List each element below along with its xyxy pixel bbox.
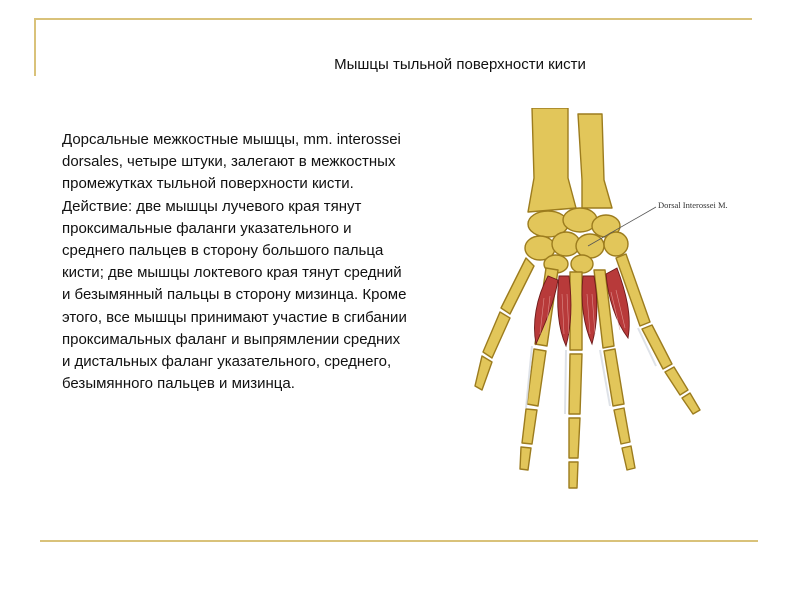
description-paragraph: Дорсальные межкостные мышцы, mm. interossei dorsales, четыре штуки, залегают в межкостных промежутках тыльной поверхности кисти.: [62, 131, 401, 193]
thumb-distal-phalanx: [475, 356, 492, 390]
dorsal-interosseous-muscle-3: [582, 276, 597, 344]
little-distal-phalanx: [682, 393, 700, 414]
little-middle-phalanx: [665, 367, 688, 395]
dorsal-interosseous-muscle-2: [558, 276, 571, 346]
slide-body: [62, 129, 412, 395]
dorsal-interossei-label: Dorsal Interossei M.: [658, 200, 728, 210]
middle-middle-phalanx: [569, 418, 580, 458]
radius-bone: [528, 108, 576, 212]
middle-metacarpal: [570, 272, 582, 350]
top-border-line: [34, 18, 752, 20]
left-border-line: [34, 18, 36, 76]
index-middle-phalanx: [522, 409, 537, 444]
bottom-border-line: [40, 540, 758, 542]
carpal-bones: [525, 208, 628, 273]
hand-dorsal-illustration: [470, 108, 770, 520]
thumb-metacarpal: [501, 258, 534, 314]
middle-distal-phalanx: [569, 462, 578, 488]
ring-distal-phalanx: [622, 446, 635, 470]
middle-proximal-phalanx: [569, 354, 582, 414]
ring-middle-phalanx: [614, 408, 630, 444]
thumb-proximal-phalanx: [483, 312, 510, 358]
ulna-bone: [578, 114, 612, 208]
index-distal-phalanx: [520, 447, 531, 470]
slide-title: Мышцы тыльной поверхности кисти: [334, 56, 586, 73]
action-paragraph: Действие: две мышцы лучевого края тянут проксимальные фаланги указательного и среднего пальцев в сторону большого пальца кисти; две мышцы локтевого края тянут средний и безымянный пальцы в сторону мизинца. Кроме этого, все мышцы принимают участие в сгибании проксимальных фаланг и выпрямлении средних и дистальных фаланг указательного, среднего, безымянного пальцев и мизинца.: [62, 197, 407, 393]
ring-proximal-phalanx: [604, 349, 624, 406]
